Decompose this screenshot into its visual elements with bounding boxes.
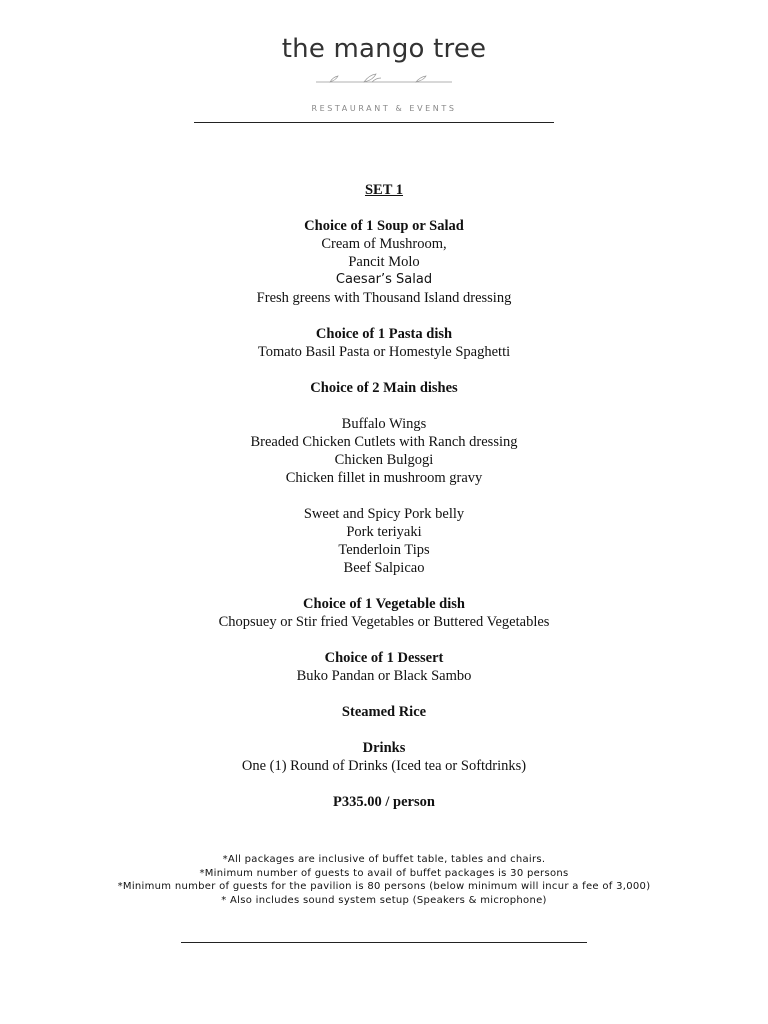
main-heading: Choice of 2 Main dishes (310, 380, 458, 396)
menu-item: Buffalo Wings (341, 416, 427, 432)
vegetable-heading: Choice of 1 Vegetable dish (303, 596, 465, 612)
menu-item: Pancit Molo (348, 254, 420, 270)
menu-item: Caesar’s Salad (335, 272, 433, 287)
menu-item: Buko Pandan or Black Sambo (296, 668, 472, 684)
drinks-heading: Drinks (362, 740, 406, 756)
rice-heading: Steamed Rice (341, 704, 427, 720)
menu-item: Beef Salpicao (343, 560, 425, 576)
top-divider (194, 122, 554, 123)
set-title: SET 1 (364, 182, 404, 198)
logo (0, 34, 768, 113)
menu-item: Fresh greens with Thousand Island dressing (256, 290, 512, 306)
menu-item: Tomato Basil Pasta or Homestyle Spaghetti (257, 344, 511, 360)
notes (0, 853, 768, 907)
menu-item: Chopsuey or Stir fried Vegetables or Buttered Vegetables (218, 614, 550, 630)
soup-heading: Choice of 1 Soup or Salad (304, 218, 464, 234)
bottom-divider (181, 942, 587, 943)
pasta-heading: Choice of 1 Pasta dish (315, 326, 453, 342)
menu-item: Breaded Chicken Cutlets with Ranch dressing (250, 434, 518, 450)
note-line: *All packages are inclusive of buffet table, tables and chairs. (222, 854, 546, 865)
dessert-heading: Choice of 1 Dessert (324, 650, 444, 666)
note-line: * Also includes sound system setup (Speakers & microphone) (221, 894, 547, 906)
leaf-branch-icon (316, 72, 452, 88)
menu-item: Sweet and Spicy Pork belly (303, 506, 465, 522)
menu-item: Chicken fillet in mushroom gravy (285, 470, 483, 486)
logo-subtitle: RESTAURANT & EVENTS (311, 104, 457, 113)
menu-item: Pork teriyaki (346, 524, 422, 540)
menu-item: One (1) Round of Drinks (Iced tea or Softdrinks) (241, 758, 527, 774)
price: P335.00 / person (333, 794, 435, 810)
menu-set (0, 181, 768, 811)
note-line: *Minimum number of guests to avail of buffet packages is 30 persons (199, 867, 569, 879)
menu-item: Cream of Mushroom, (321, 236, 447, 252)
menu-item: Chicken Bulgogi (334, 452, 434, 468)
note-line: *Minimum number of guests for the pavilion is 80 persons (below minimum will incur a fee of 3,000) (117, 881, 651, 892)
menu-item: Tenderloin Tips (338, 542, 430, 558)
logo-title: the mango tree (281, 34, 487, 64)
